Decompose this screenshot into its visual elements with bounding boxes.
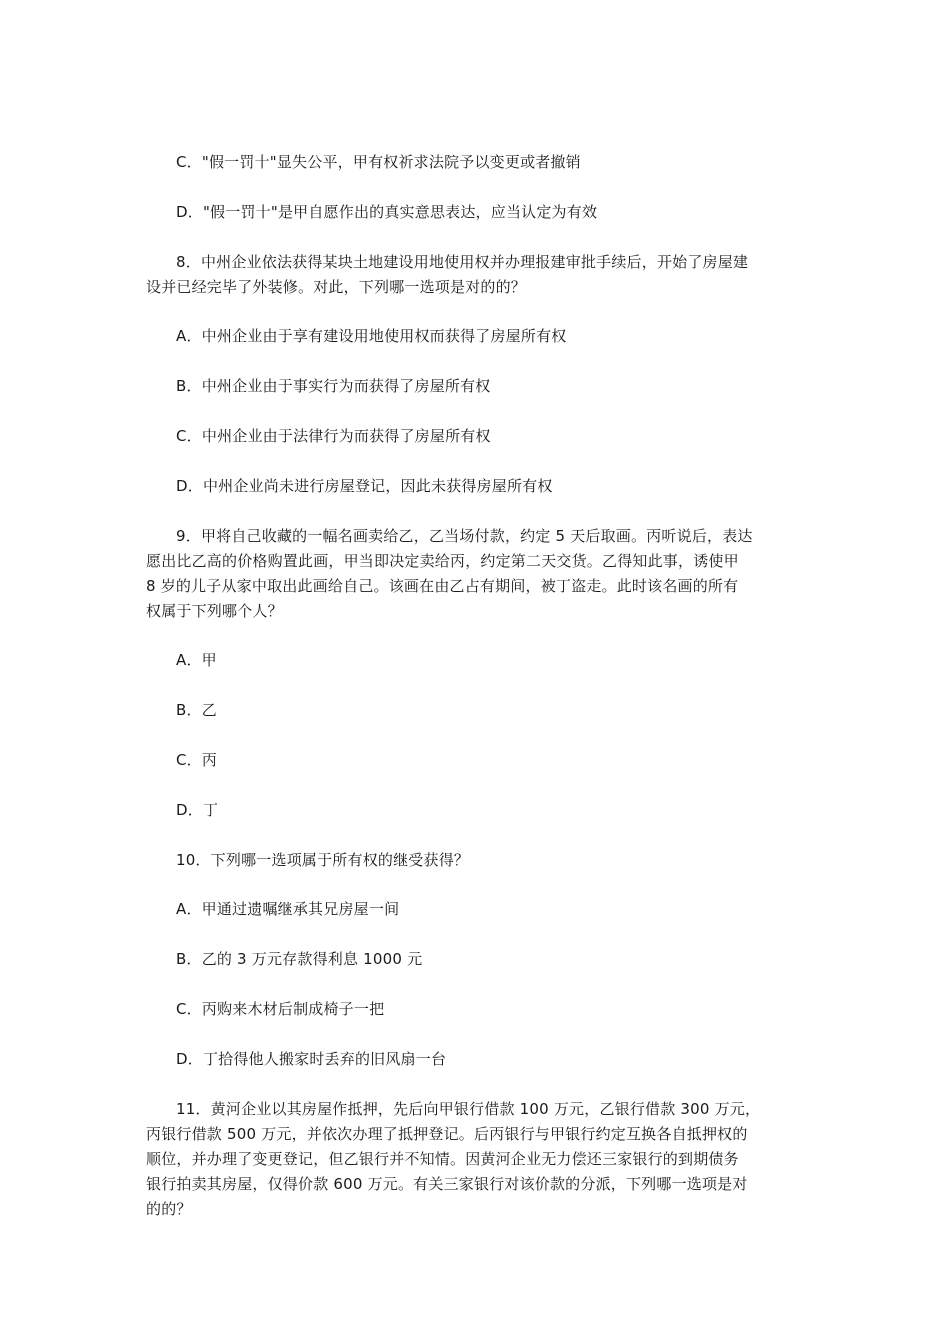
q10-option-c: C．丙购来木材后制成椅子一把: [176, 1000, 385, 1018]
q11-stem-line-1: 11．黄河企业以其房屋作抵押，先后向甲银行借款 100 万元，乙银行借款 300 万元，: [176, 1100, 761, 1118]
q10-stem: 10．下列哪一选项属于所有权的继受获得？: [176, 851, 470, 869]
q11-stem-line-4: 银行拍卖其房屋，仅得价款 600 万元。有关三家银行对该价款的分派，下列哪一选项是对: [146, 1175, 748, 1193]
q7-option-c: C．"假一罚十"显失公平，甲有权祈求法院予以变更或者撤销: [176, 153, 581, 171]
q7-option-d: D．"假一罚十"是甲自愿作出的真实意思表达，应当认定为有效: [176, 203, 598, 221]
q8-option-d: D．中州企业尚未进行房屋登记，因此未获得房屋所有权: [176, 477, 553, 495]
q11-stem-line-2: 丙银行借款 500 万元，并依次办理了抵押登记。后丙银行与甲银行约定互换各自抵押权的: [146, 1125, 748, 1143]
q9-option-c: C．丙: [176, 751, 218, 769]
q9-stem-line-2: 愿出比乙高的价格购置此画，甲当即决定卖给丙，约定第二天交货。乙得知此事，诱使甲: [146, 552, 739, 570]
q10-option-d: D．丁拾得他人搬家时丢弃的旧风扇一台: [176, 1050, 447, 1068]
q8-stem-line-1: 8．中州企业依法获得某块土地建设用地使用权并办理报建审批手续后，开始了房屋建: [176, 253, 749, 271]
q9-stem-line-1: 9．甲将自己收藏的一幅名画卖给乙，乙当场付款，约定 5 天后取画。丙听说后，表达: [176, 527, 753, 545]
q10-option-b: B．乙的 3 万元存款得利息 1000 元: [176, 950, 423, 968]
q10-option-a: A．甲通过遗嘱继承其兄房屋一间: [176, 900, 400, 918]
q9-option-a: A．甲: [176, 651, 217, 669]
q8-option-b: B．中州企业由于事实行为而获得了房屋所有权: [176, 377, 491, 395]
q9-option-b: B．乙: [176, 701, 217, 719]
q8-option-c: C．中州企业由于法律行为而获得了房屋所有权: [176, 427, 491, 445]
q9-option-d: D．丁: [176, 801, 219, 819]
q9-stem-line-4: 权属于下列哪个人？: [146, 602, 283, 620]
q11-stem-line-3: 顺位，并办理了变更登记，但乙银行并不知情。因黄河企业无力偿还三家银行的到期债务: [146, 1150, 739, 1168]
q11-stem-line-5: 的的？: [146, 1200, 192, 1218]
q8-option-a: A．中州企业由于享有建设用地使用权而获得了房屋所有权: [176, 327, 567, 345]
q8-stem-line-2: 设并已经完毕了外装修。对此，下列哪一选项是对的的？: [146, 278, 527, 296]
q9-stem-line-3: 8 岁的儿子从家中取出此画给自己。该画在由乙占有期间，被丁盗走。此时该名画的所有: [146, 577, 739, 595]
